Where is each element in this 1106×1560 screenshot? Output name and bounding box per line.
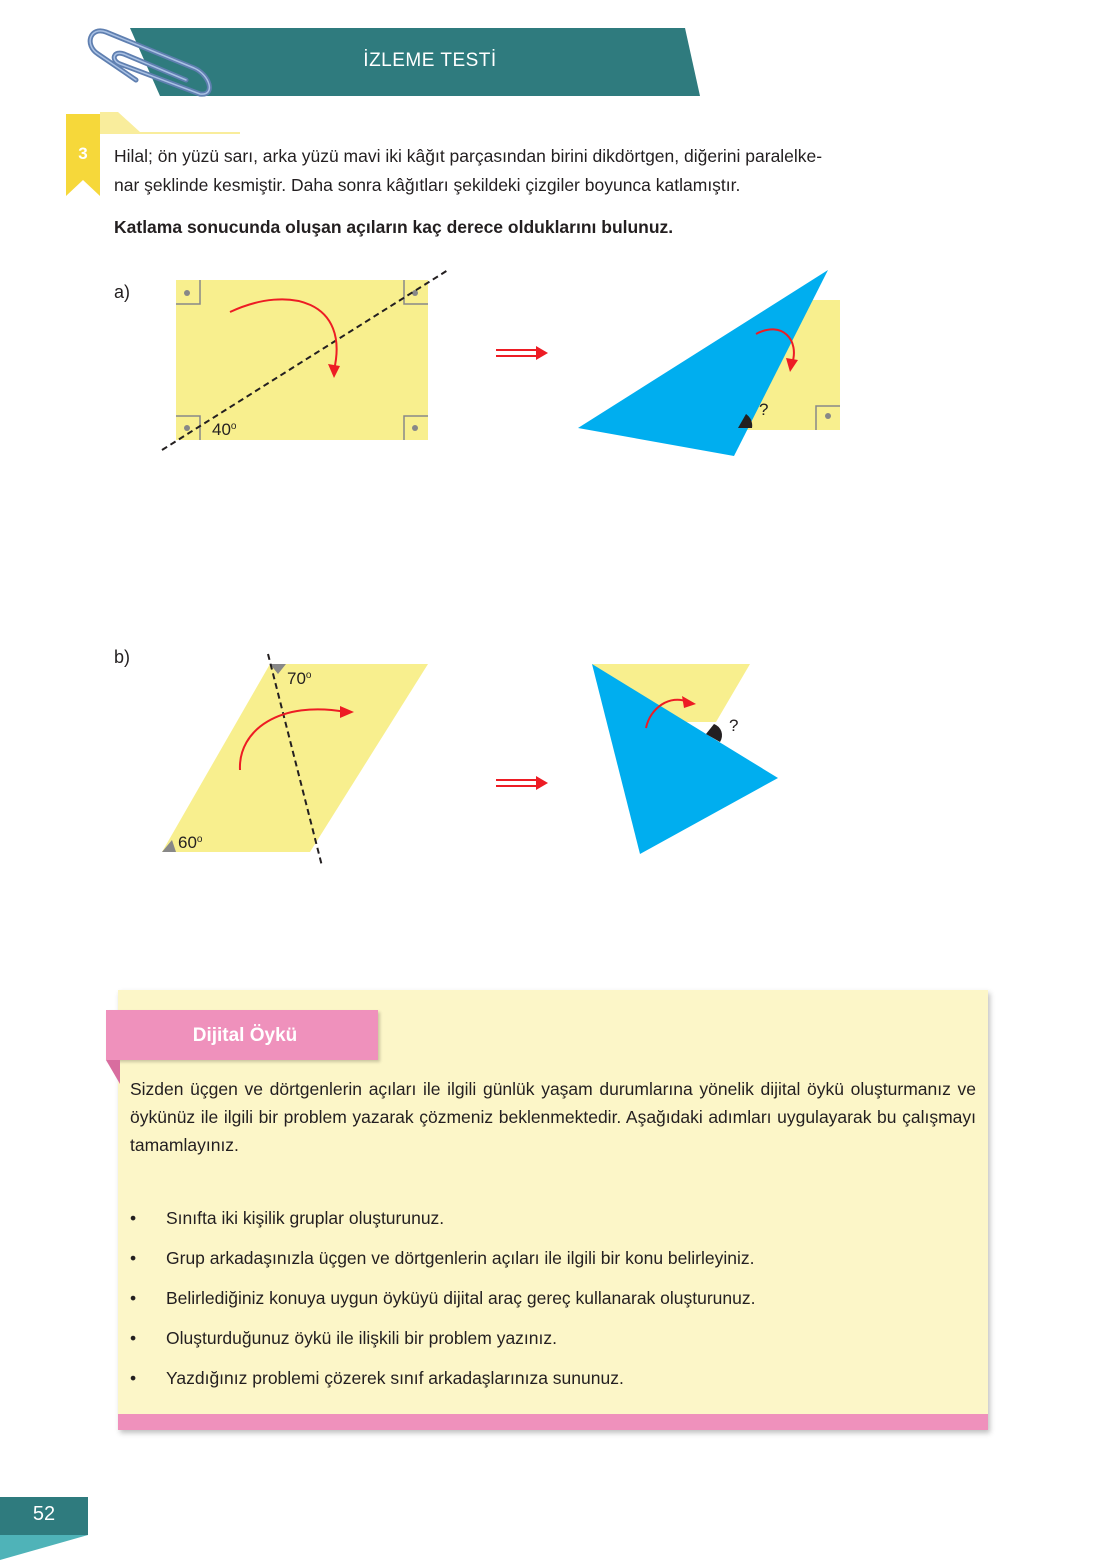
part-b-top-angle-value: 70 bbox=[287, 669, 306, 688]
bullet-icon: • bbox=[130, 1288, 137, 1308]
part-b-unknown-angle: ? bbox=[729, 716, 739, 735]
page-number: 52 bbox=[32, 1503, 56, 1525]
part-a-label: a) bbox=[114, 282, 131, 302]
part-b-label: b) bbox=[114, 647, 131, 667]
question-instruction: Katlama sonucunda oluşan açıların kaç derece olduklarını bulunuz. bbox=[114, 217, 674, 237]
step-text: Oluşturduğunuz öykü ile ilişkili bir problem yazınız. bbox=[166, 1328, 557, 1348]
list-item bbox=[130, 1208, 976, 1248]
step-text: Belirlediğiniz konuya uygun öyküyü dijital araç gereç kullanarak oluşturunuz. bbox=[166, 1288, 756, 1308]
digital-story-intro: Sizden üçgen ve dörtgenlerin açıları ile ilgili günlük yaşam durumlarına yönelik dijital öykü oluşturmanız ve öykünüz ile ilgili bir problem yazarak çözmeniz beklenmektedir. Aşağıdaki adımları uygulayarak bu çalışmayı tamamlayınız. bbox=[130, 1079, 976, 1155]
digital-story-steps bbox=[130, 1208, 976, 1408]
part-b-bottom-angle-value: 60 bbox=[178, 833, 197, 852]
bullet-icon: • bbox=[130, 1208, 137, 1228]
list-item bbox=[130, 1328, 976, 1368]
list-item bbox=[130, 1288, 976, 1328]
part-b-bottom-angle-label bbox=[178, 833, 202, 853]
part-a-angle-value: 40 bbox=[212, 420, 231, 439]
part-a-figure bbox=[150, 262, 870, 472]
bullet-icon: • bbox=[130, 1368, 137, 1388]
part-b-bottom-angle-unit: o bbox=[196, 834, 203, 845]
step-text: Sınıfta iki kişilik gruplar oluşturunuz. bbox=[166, 1208, 445, 1228]
part-a-angle-unit: o bbox=[230, 421, 237, 432]
question-text-line-1: Hilal; ön yüzü sarı, arka yüzü mavi iki kâğıt parçasından birini dikdörtgen, diğerini paralelke- bbox=[114, 146, 823, 166]
list-item bbox=[130, 1248, 976, 1288]
page-number-wedge bbox=[0, 1535, 88, 1560]
step-text: Grup arkadaşınızla üçgen ve dörtgenlerin açıları ile ilgili bir konu belirleyiniz. bbox=[166, 1248, 755, 1268]
digital-story-bottom-bar bbox=[118, 1414, 988, 1430]
paperclip-icon bbox=[76, 18, 226, 98]
question-text bbox=[114, 142, 994, 200]
part-b-top-angle-label bbox=[287, 669, 311, 689]
bullet-icon: • bbox=[130, 1248, 137, 1268]
question-tab-decoration bbox=[100, 112, 240, 134]
digital-story-title: Dijital Öykü bbox=[192, 1025, 298, 1046]
page-header-title: İZLEME TESTİ bbox=[363, 50, 497, 71]
question-text-line-2: nar şeklinde kesmiştir. Daha sonra kâğıtları şekildeki çizgiler boyunca katlamıştır. bbox=[114, 175, 741, 195]
part-b-figure bbox=[150, 650, 800, 870]
bullet-icon: • bbox=[130, 1328, 137, 1348]
part-a-angle-label bbox=[212, 420, 236, 440]
digital-story-tab-fold bbox=[106, 1060, 120, 1084]
question-number: 3 bbox=[78, 144, 88, 163]
part-a-unknown-angle: ? bbox=[759, 400, 769, 419]
step-text: Yazdığınız problemi çözerek sınıf arkadaşlarınıza sununuz. bbox=[166, 1368, 624, 1388]
list-item bbox=[130, 1368, 976, 1408]
part-b-top-angle-unit: o bbox=[305, 670, 312, 681]
